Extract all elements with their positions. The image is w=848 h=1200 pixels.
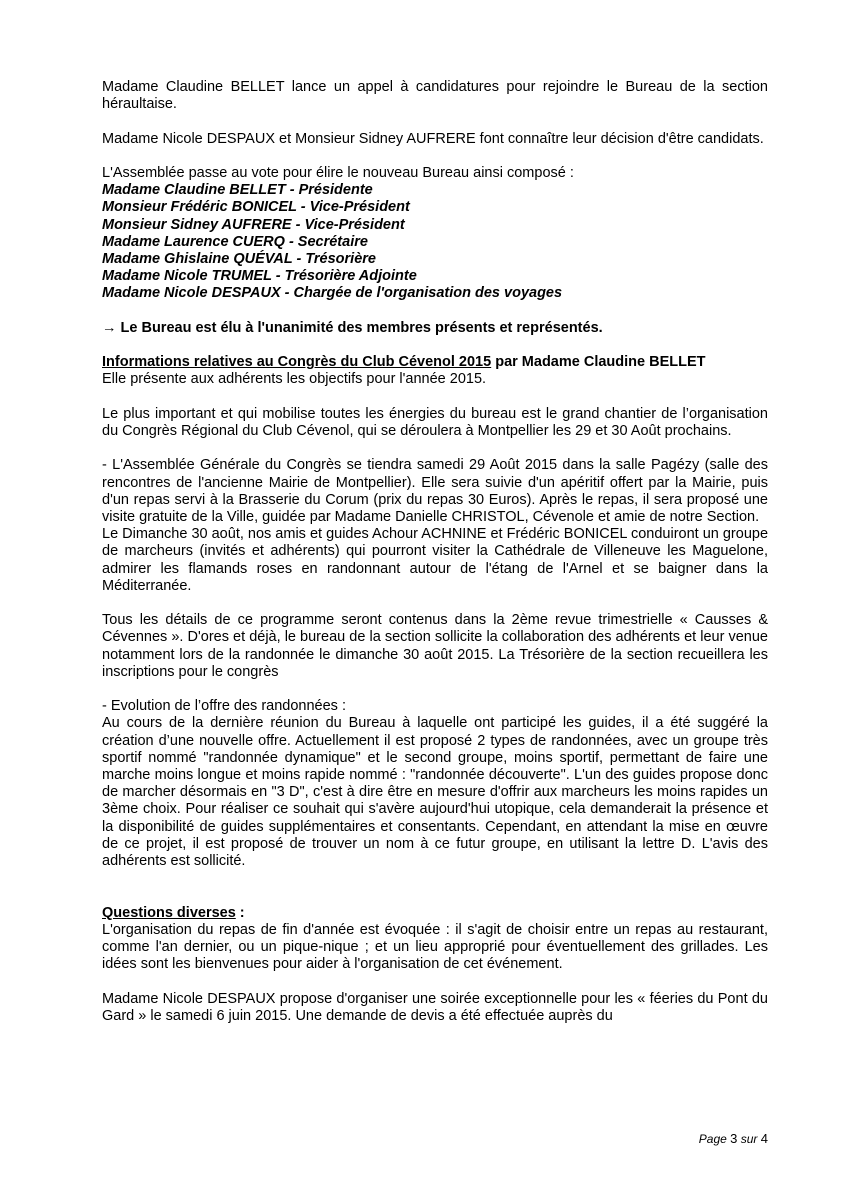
bureau-member: Madame Nicole TRUMEL - Trésorière Adjointe — [102, 268, 417, 285]
bureau-member: Monsieur Sidney AUFRERE - Vice-Président — [102, 216, 405, 233]
questions-heading-title: Questions diverses — [102, 904, 236, 921]
randonnees-title: - Evolution de l’offre des randonnées : — [102, 698, 346, 715]
document-page — [102, 79, 768, 1025]
questions-paragraph: L'organisation du repas de fin d'année est évoquée : il s'agit de choisir entre un repas au restaurant, comme l'an dernier, ou un pique-nique ; et un lieu approprié pour éventuellement des grillades. Les idées sont les bienvenues pour aider à l'organisation de cet événement. — [102, 921, 768, 973]
congres-intro: Elle présente aux adhérents les objectifs pour l'année 2015. — [102, 371, 487, 388]
election-result: → Le Bureau est élu à l'unanimité des membres présents et représentés. — [102, 319, 603, 336]
congres-paragraph: - L'Assemblée Générale du Congrès se tiendra samedi 29 Août 2015 dans la salle Pagézy (salle des rencontres de l'ancienne Mairie de Montpellier). Elle sera suivie d'un apéritif offert par la Mairie, puis d'un repas servi à la Brasserie du Corum (prix du repas 30 Euros). Après le repas, il sera proposé une visite gratuite de la Ville, guidée par Madame Danielle CHRISTOL, Cévenole et amie de notre Section. — [102, 457, 768, 525]
randonnees-paragraph: Au cours de la dernière réunion du Bureau à laquelle ont participé les guides, il a été suggéré la création d’une nouvelle offre. Actuellement il est proposé 2 types de randonnées, avec un groupe très sportif nommé "randonnée dynamique" et le second groupe, moins sportif, permettant de faire une marche moins longue et moins rapide nommé : "randonnée découverte". L'un des guides propose donc de marcher désormais en "3 D", c'est à dire être en mesure d'offrir aux marcheurs les moins rapides un 3ème choix. Pour réaliser ce souhait qui s'avère aujourd'hui utopique, cela demanderait la présence et la disponibilité de guides supplémentaires et consentants. Cependant, en attendant la mise en œuvre de ce projet, il est proposé de trouver un nom à ce futur groupe, en utilisant la lettre D. L'avis des adhérents est sollicité. — [102, 715, 768, 870]
bureau-member: Madame Claudine BELLET - Présidente — [102, 182, 373, 199]
page-word: Page — [698, 1132, 727, 1146]
page-footer — [699, 1131, 768, 1146]
paragraph-vote: L'Assemblée passe au vote pour élire le nouveau Bureau ainsi composé : — [102, 164, 574, 181]
bureau-member: Madame Ghislaine QUÉVAL - Trésorière — [102, 251, 376, 267]
paragraph-candidats: Madame Nicole DESPAUX et Monsieur Sidney AUFRERE font connaître leur décision d'être candidats. — [102, 130, 764, 147]
questions-heading — [102, 905, 768, 922]
bureau-member: Madame Laurence CUERQ - Secrétaire — [102, 233, 368, 250]
bureau-member: Monsieur Frédéric BONICEL - Vice-Président — [102, 199, 410, 216]
congres-heading-suffix: par Madame Claudine BELLET — [491, 354, 706, 371]
page-total: 4 — [760, 1131, 768, 1146]
paragraph-candidatures: Madame Claudine BELLET lance un appel à candidatures pour rejoindre le Bureau de la section héraultaise. — [102, 79, 768, 113]
bureau-list — [102, 182, 768, 302]
questions-paragraph: Madame Nicole DESPAUX propose d'organiser une soirée exceptionnelle pour les « féeries du Pont du Gard » le samedi 6 juin 2015. Une demande de devis a été effectuée auprès du — [102, 990, 768, 1024]
congres-heading — [102, 354, 768, 371]
congres-paragraph: Le plus important et qui mobilise toutes les énergies du bureau est le grand chantier de l’organisation du Congrès Régional du Club Cévenol, qui se déroulera à Montpellier les 29 et 30 Août prochains. — [102, 405, 768, 439]
congres-paragraph: Tous les détails de ce programme seront contenus dans la 2ème revue trimestrielle « Causses & Cévennes ». D'ores et déjà, le bureau de la section sollicite la collaboration des adhérents et leur venue notamment lors de la randonnée le dimanche 30 août 2015. La Trésorière de la section recueillera les inscriptions pour le congrès — [102, 612, 768, 680]
congres-heading-title: Informations relatives au Congrès du Club Cévenol 2015 — [102, 354, 492, 371]
congres-paragraph: Le Dimanche 30 août, nos amis et guides Achour ACHNINE et Frédéric BONICEL conduiront un groupe de marcheurs (invités et adhérents) qui pourront visiter la Cathédrale de Villeneuve les Maguelone, admirer les flamands roses en randonnant autour de l'étang de l'Arnel et se baigner dans la Méditerranée. — [102, 526, 769, 594]
page-number: 3 — [730, 1131, 738, 1146]
of-word: sur — [740, 1132, 758, 1146]
questions-heading-suffix: : — [235, 904, 245, 921]
bureau-member: Madame Nicole DESPAUX - Chargée de l'organisation des voyages — [102, 285, 563, 302]
